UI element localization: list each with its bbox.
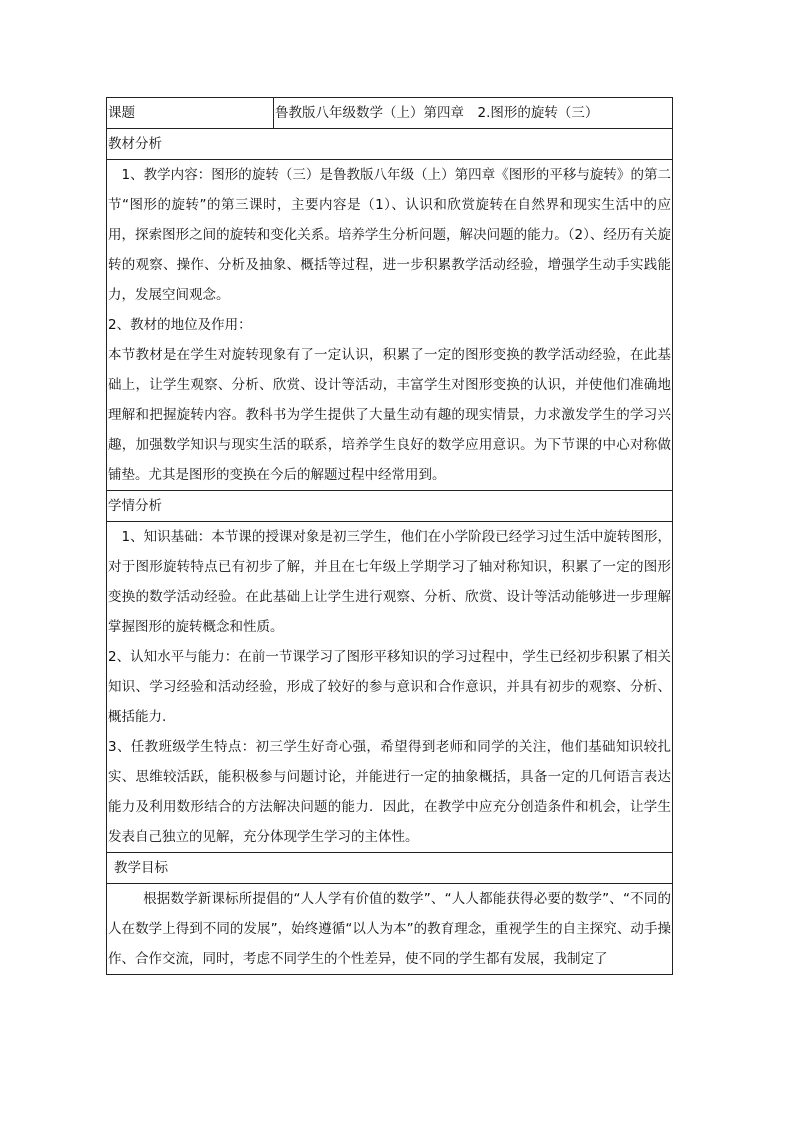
- paragraph: 2、教材的地位及作用：: [108, 317, 252, 333]
- section-title-row: [107, 129, 673, 160]
- section-body-student-analysis: [107, 522, 673, 853]
- section-title-textbook-analysis: 教材分析: [107, 129, 673, 160]
- section-title-student-analysis: 学情分析: [107, 491, 673, 522]
- section-title-row: [107, 491, 673, 522]
- paragraph: 3、任教班级学生特点：初三学生好奇心强，希望得到老师和同学的关注，他们基础知识较扎实、思维较活跃，能积极参与问题讨论，并能进行一定的抽象概括，具备一定的几何语言表达能力及利用数形结合的方法解决问题的能力．因此，在教学中应充分创造条件和机会，让学生发表自己独立的见解，充分体现学生学习的主体性。: [108, 739, 671, 845]
- header-value: 鲁教版八年级数学（上）第四章 2.图形的旋转（三）: [274, 98, 673, 129]
- lesson-plan-table: [106, 97, 673, 975]
- section-body-teaching-goals: [107, 884, 673, 975]
- header-label: 课题: [107, 98, 274, 129]
- section-body-row: [107, 884, 673, 975]
- section-title-text: 教学目标: [114, 860, 168, 876]
- paragraph: 1、知识基础：本节课的授课对象是初三学生，他们在小学阶段已经学习过生活中旋转图形，对于图形旋转特点已有初步了解，并且在七年级上学期学习了轴对称知识，积累了一定的图形变换的数学活动经验。在此基础上让学生进行观察、分析、欣赏、设计等活动能够进一步理解掌握图形的旋转概念和性质。: [108, 529, 671, 635]
- section-body-row: [107, 522, 673, 853]
- section-body-textbook-analysis: [107, 160, 673, 491]
- paragraph: 本节教材是在学生对旋转现象有了一定认识，积累了一定的图形变换的教学活动经验，在此基础上，让学生观察、分析、欣赏、设计等活动，丰富学生对图形变换的认识，并使他们准确地理解和把握旋转内容。教科书为学生提供了大量生动有趣的现实情景，力求激发学生的学习兴趣，加强数学知识与现实生活的联系，培养学生良好的数学应用意识。为下节课的中心对称做铺垫。尤其是图形的变换在今后的解题过程中经常用到。: [108, 347, 671, 483]
- section-title-teaching-goals: [107, 853, 673, 884]
- section-title-row: [107, 853, 673, 884]
- paragraph: 2、认知水平与能力：在前一节课学习了图形平移知识的学习过程中，学生已经初步积累了相关知识、学习经验和活动经验，形成了较好的参与意识和合作意识，并具有初步的观察、分析、概括能力.: [108, 649, 671, 725]
- paragraph: 根据数学新课标所提倡的“人人学有价值的数学”、“人人都能获得必要的数学”、“不同的人在数学上得到不同的发展”，始终遵循“以人为本”的教育理念，重视学生的自主探究、动手操作、合作交流，同时，考虑不同学生的个性差异，使不同的学生都有发展，我制定了: [108, 891, 671, 967]
- section-body-row: [107, 160, 673, 491]
- header-row: [107, 98, 673, 129]
- paragraph: 1、教学内容：图形的旋转（三）是鲁教版八年级（上）第四章《图形的平移与旋转》的第二节“图形的旋转”的第三课时，主要内容是（1）、认识和欣赏旋转在自然界和现实生活中的应用，探索图形之间的旋转和变化关系。培养学生分析问题，解决问题的能力。（2）、经历有关旋转的观察、操作、分析及抽象、概括等过程，进一步积累教学活动经验，增强学生动手实践能力，发展空间观念。: [108, 167, 671, 303]
